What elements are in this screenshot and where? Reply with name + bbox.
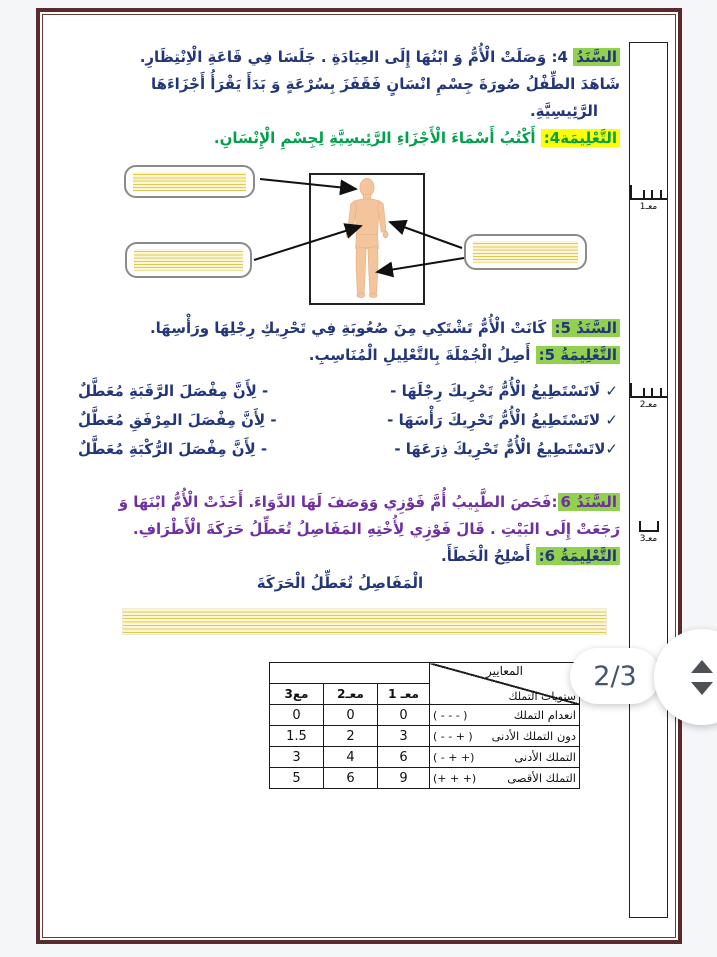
rubric-value: 0 (270, 705, 324, 726)
rubric-row-label: التملك الأقصى (507, 771, 576, 785)
section-5-line-1 (60, 315, 620, 342)
page-indicator-pill (570, 648, 660, 704)
rubric-value: 1.5 (270, 726, 324, 747)
section-6 (60, 489, 620, 597)
margin-mark-3-label: معـ3 (639, 534, 658, 544)
rubric-value: 3 (378, 726, 430, 747)
section-6-line-1 (60, 489, 620, 516)
section-4-line-2: شَاهَدَ الطِّفْلُ صُورَةَ جِسْمِ انْسَانٍ فَقَفَزَ بِسُرْعَةٍ وَ بَدَأَ يَقْرَأُ أَجْزَاءَهَا (150, 75, 620, 93)
taalima-5-badge: التَّعْلِيمَةُ 5: (536, 346, 620, 364)
rubric-row-2 (270, 726, 580, 747)
scroll-up-button[interactable] (691, 660, 713, 673)
answer-box-right[interactable] (464, 234, 587, 270)
rubric-row-symbols: (+ + +) (433, 771, 477, 785)
match-sentence: ✓ لاتَسْتَطِيعُ الْأُمُّ تَحْرِيكَ رَأْسَهَا - (387, 411, 618, 429)
rubric-table (269, 662, 580, 789)
bracket-icon (639, 521, 659, 532)
rubric-row-symbols: ( - - + ) (433, 729, 473, 743)
sanad-4-text: وَصَلَتْ الْأُمُّ وَ ابْنُهَا إِلَى العِيَادَةِ . جَلَسَا فِي قَاعَةِ الْاِنْتِظَارِ. (139, 48, 547, 66)
section-4-task (60, 125, 620, 152)
body-parts-diagram (54, 162, 634, 317)
match-row-1[interactable] (78, 377, 618, 406)
section-4-line-3: الرَّئِيسِيَّةِ. (529, 102, 598, 120)
rubric-row-1 (270, 705, 580, 726)
margin-mark-3 (630, 521, 667, 544)
assessment-rubric (269, 662, 580, 789)
sanad-4-badge: السَّنَدُ (573, 48, 620, 66)
page-indicator-text: 2/3 (593, 660, 637, 692)
matching-exercise (78, 377, 618, 464)
section-5-task (60, 342, 620, 369)
sanad-5-badge: السَّنَدُ 5: (552, 319, 621, 337)
match-sentence: ✓ لَاتَسْتَطِيعُ الْأُمُّ تَحْرِيكَ رِجْلَهَا - (390, 382, 618, 400)
rubric-blank-header (270, 663, 430, 684)
margin-mark-2-label: معـ2 (639, 400, 658, 410)
margin-grading-strip (629, 42, 668, 918)
rubric-value: 2 (324, 726, 378, 747)
section-5 (60, 315, 620, 369)
match-row-3[interactable] (78, 435, 618, 464)
tally-ruler-icon (630, 185, 667, 200)
section-6-task (60, 543, 620, 570)
page-inner-border (42, 14, 676, 938)
taalima-6-badge: التَّعْلِيمَةُ 6: (536, 547, 620, 565)
match-sentence: ✓لاتَسْتَطِيعُ الْأُمُّ تَحْرِيكَ ذِرَعَهَا - (394, 440, 618, 458)
rubric-levels-label: ستويات التملك (508, 690, 576, 703)
rubric-row-label: دون التملك الأدنى (491, 729, 576, 743)
rubric-col-2: معـ2 (324, 684, 378, 705)
rubric-row-symbols: ( - - - ) (433, 708, 468, 722)
rubric-value: 6 (378, 747, 430, 768)
sanad-4-number: 4: (551, 48, 574, 66)
taalima-5-text: أَصِلُ الْجُمْلَةَ بِالتَّعْلِيلِ الْمُنَاسِبِ. (308, 346, 536, 364)
section-6-line-2: رَجَعَتْ إِلَى البَيْتِ . قَالَ فَوْزِي لِأُخْتِهِ المَفَاصِلُ تُعَطِّلُ حَرَكَةَ الْأَطْرَافِ. (132, 520, 620, 538)
answer-box-top-left[interactable] (124, 165, 255, 198)
rubric-value: 0 (324, 705, 378, 726)
rubric-value: 5 (270, 768, 324, 789)
worksheet-page (36, 8, 682, 944)
human-body-figure (338, 177, 396, 301)
rubric-value: 9 (378, 768, 430, 789)
taalima-4-badge: التَّعْلِيمَة4: (541, 129, 620, 147)
rubric-value: 6 (324, 768, 378, 789)
rubric-row-label: التملك الأدنى (514, 750, 576, 764)
match-reason: - لِأَنَّ مِفْصَلَ الرُّكْبَةِ مُعَطَّلٌ (78, 440, 268, 458)
margin-mark-1 (630, 185, 667, 212)
rubric-col-3: مع3 (270, 684, 324, 705)
match-reason: - لِأَنَّ مِفْصَلَ الرَّقَبَةِ مُعَطَّلٌ (78, 382, 269, 400)
sanad-6-text: فَحَصَ الطَّبِيبُ أُمَّ فَوْزِي وَوَصَفَ لَهَا الدَّوَاءَ. أَخَذَتْ الْأُمُّ ابْنَهَا وَ (118, 493, 552, 511)
margin-mark-1-label: معـ1 (639, 202, 658, 212)
ruled-lines (133, 172, 246, 191)
section-6-answer: الْمَفَاصِلُ تُعَطِّلُ الْحَرَكَةَ (256, 574, 424, 592)
writing-lines-band[interactable] (122, 608, 607, 635)
rubric-row-symbols: ( - + +) (433, 750, 475, 764)
margin-mark-2 (630, 383, 667, 410)
ruled-lines (473, 241, 578, 263)
scroll-down-button[interactable] (691, 682, 713, 695)
rubric-col-1: معـ 1 (378, 684, 430, 705)
ruled-lines (134, 249, 243, 271)
sanad-5-text: كَانَتْ الْأُمُّ تَشْتَكِي مِنَ صُعُوبَةِ فِي تَحْرِيكِ رِجْلِهَا ورَأْسِهَا. (149, 319, 552, 337)
rubric-row-label: انعدام التملك (513, 708, 576, 722)
section-4-line-1 (60, 44, 620, 71)
rubric-value: 3 (270, 747, 324, 768)
sanad-6-badge: السَّنَدُ 6 (558, 493, 621, 511)
taalima-4-text: أَكْتُبُ أَسْمَاءَ الْأَجْزَاءِ الرَّئِيسِيَّةِ لِجِسْمِ الْإِنْسَانِ. (213, 129, 541, 147)
rubric-diagonal-header (430, 663, 580, 705)
rubric-value: 0 (378, 705, 430, 726)
taalima-6-text: أَصْلِحُ الْخَطَأَ. (441, 547, 536, 565)
rubric-row-4 (270, 768, 580, 789)
sanad-6-number: : (551, 493, 558, 511)
answer-box-bottom-left[interactable] (125, 242, 252, 278)
rubric-value: 4 (324, 747, 378, 768)
rubric-row-3 (270, 747, 580, 768)
match-reason: - لِأَنَّ مِفْصَلَ المِرْفَقِ مُعَطَّلٌ (78, 411, 277, 429)
human-body-frame (309, 173, 425, 305)
rubric-criteria-label: المعايير (486, 664, 523, 678)
match-row-2[interactable] (78, 406, 618, 435)
tally-ruler-icon (630, 383, 667, 398)
section-4 (60, 44, 620, 152)
